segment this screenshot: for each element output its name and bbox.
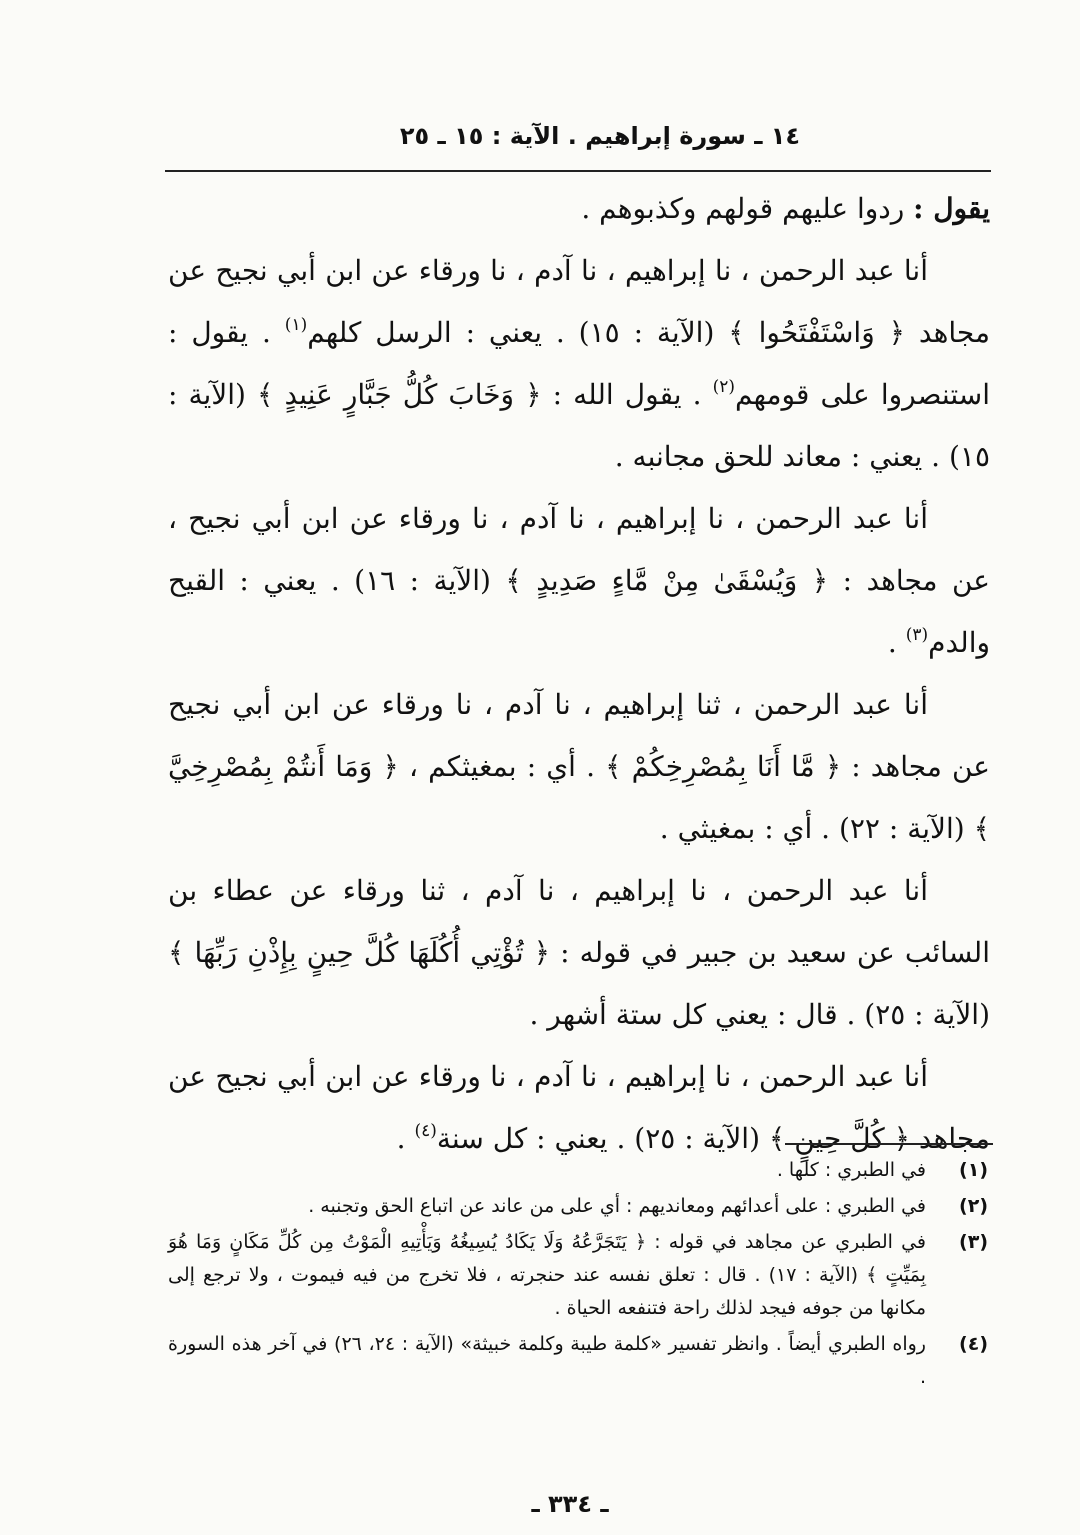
footnote-text: في الطبري عن مجاهد في قوله : ﴿ يَتَجَرَّعُهُ وَلَا يَكَادُ يُسِيغُهُ وَيَأْتِيهِ الْمَوْتُ مِن كُلِّ مَكَانٍ وَمَا هُوَ بِمَيِّتٍ ﴾ (الآية : ١٧) . قال : تعلق نفسه عند حنجرته ، فلا تخرج من فيه فيموت ، ولا ترجع إلى مكانها من جوفه فيجد لذلك راحة فتنفعه الحياة . [168,1231,927,1319]
paragraph-6 [168,1046,990,1170]
header-rule [165,170,991,172]
footnote-rule [785,1143,993,1145]
paragraph-3-seg2: . [887,626,897,659]
paragraph-1-text: ردوا عليهم قولهم وكذبوهم . [581,192,905,225]
paragraph-6-seg1: أنا عبد الرحمن ، نا إبراهيم ، نا آدم ، نا ورقاء عن ابن أبي نجيح عن مجاهد ﴿ كُلَّ حِينٍ ﴾ (الآية : ٢٥) . يعني : كل سنة [168,1060,990,1155]
footnote-ref-1[interactable]: (١) [284,315,308,335]
footnote-text: رواه الطبري أيضاً . وانظر تفسير «كلمة طيبة وكلمة خبيثة» (الآية : ٢٤، ٢٦) في آخر هذه السورة . [168,1333,926,1388]
main-text [168,178,990,1170]
paragraph-5 [168,860,990,1046]
paragraph-3-seg1: أنا عبد الرحمن ، نا إبراهيم ، نا آدم ، نا ورقاء عن ابن أبي نجيح ، عن مجاهد : ﴿ وَيُسْقَىٰ مِنْ مَّاءٍ صَدِيدٍ ﴾ (الآية : ١٦) . يعني : القيح والدم [168,502,990,659]
paragraph-2 [168,240,990,488]
footnote-3 [168,1226,988,1325]
footnote-2 [168,1190,988,1223]
paragraph-1 [168,178,990,240]
footnote-number: (٢) [959,1195,988,1217]
footnote-ref-2[interactable]: (٢) [712,377,735,397]
footnote-ref-3[interactable]: (٣) [905,625,929,645]
footnote-text: في الطبري : كلها . [776,1159,926,1181]
footnote-number: (٣) [959,1231,988,1253]
footnotes [168,1154,988,1397]
footnote-number: (١) [959,1159,988,1181]
page-number: ـ ٣٣٤ ـ [531,1490,609,1518]
paragraph-2-seg3: . يقول الله : ﴿ وَخَابَ كُلُّ جَبَّارٍ عَنِيدٍ ﴾ (الآية : ١٥) . يعني : معاند للحق مجانبه . [168,378,990,473]
paragraph-2-seg1: أنا عبد الرحمن ، نا إبراهيم ، نا آدم ، نا ورقاء عن ابن أبي نجيح عن مجاهد ﴿ وَاسْتَفْتَحُوا ﴾ (الآية : ١٥) . يعني : الرسل كلهم [168,254,990,349]
footnote-text: في الطبري : على أعدائهم ومعانديهم : أي على من عاند عن اتباع الحق وتجنبه . [308,1195,926,1217]
paragraph-2-seg2: . يقول : استنصروا على قومهم [168,316,991,411]
paragraph-3 [168,488,990,674]
paragraph-4 [168,674,990,860]
footnote-number: (٤) [959,1333,988,1355]
paragraph-1-lead: يقول : [913,192,990,225]
paragraph-4-text: أنا عبد الرحمن ، ثنا إبراهيم ، نا آدم ، نا ورقاء عن ابن أبي نجيح عن مجاهد : ﴿ مَّا أَنَا بِمُصْرِخِكُمْ ﴾ . أي : بمغيثكم ، ﴿ وَمَا أَنتُمْ بِمُصْرِخِيَّ ﴾ (الآية : ٢٢) . أي : بمغيثي . [168,688,990,845]
footnote-1 [168,1154,988,1187]
paragraph-6-seg2: . [396,1122,406,1155]
paragraph-5-text: أنا عبد الرحمن ، نا إبراهيم ، نا آدم ، ثنا ورقاء عن عطاء بن السائب عن سعيد بن جبير في قوله : ﴿ تُؤْتِي أُكُلَهَا كُلَّ حِينٍ بِإِذْنِ رَبِّهَا ﴾ (الآية : ٢٥) . قال : يعني كل ستة أشهر . [168,874,990,1031]
footnote-ref-4[interactable]: (٤) [414,1121,437,1141]
running-head: ١٤ ـ سورة إبراهيم . الآية : ١٥ ـ ٢٥ [399,122,801,150]
footnote-4 [168,1328,988,1394]
